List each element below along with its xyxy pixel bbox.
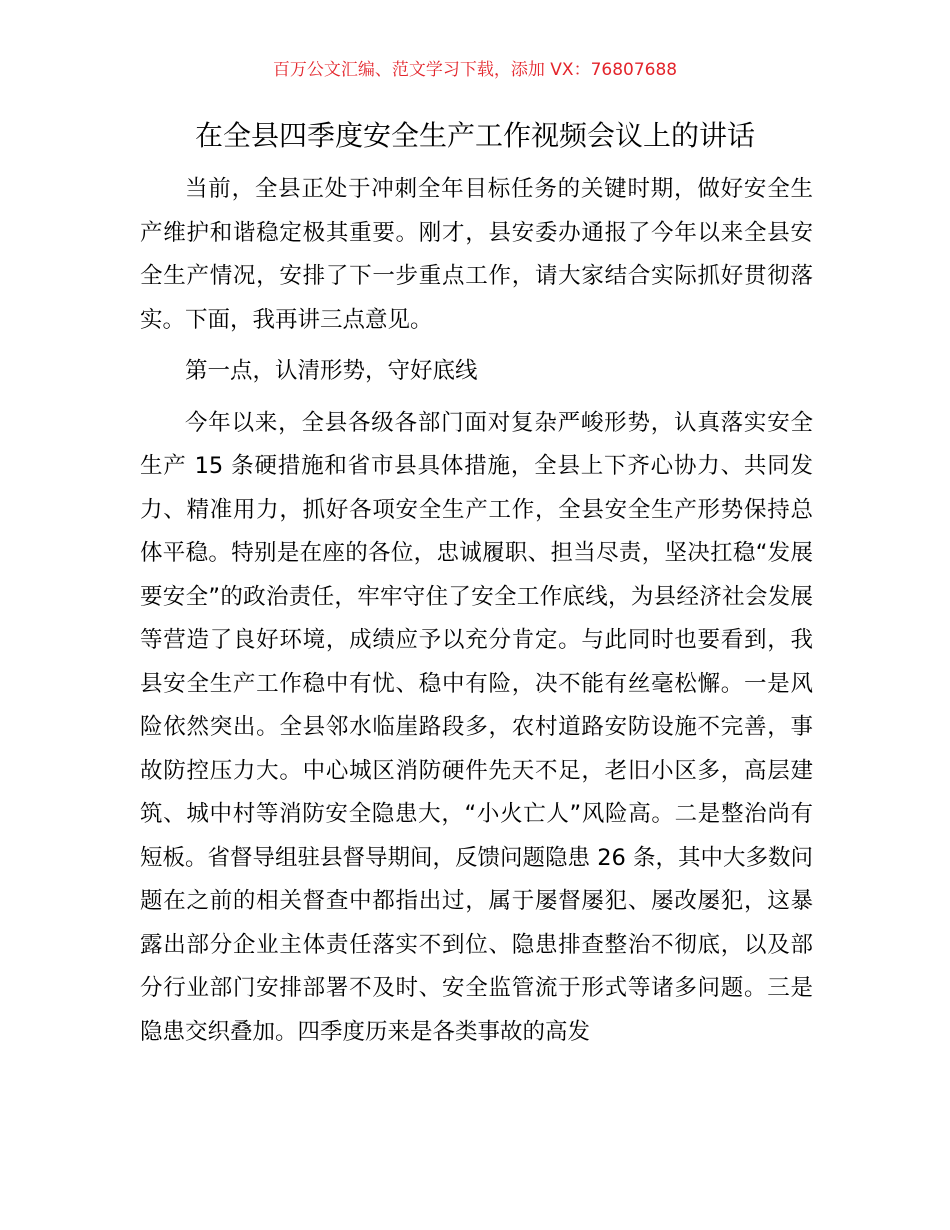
document-body [140, 168, 813, 1062]
watermark-header: 百万公文汇编、范文学习下载，添加 VX：76807688 [272, 60, 678, 80]
body-paragraph: 今年以来，全县各级各部门面对复杂严峻形势，认真落实安全生产 15 条硬措施和省市县具体措施，全县上下齐心协力、共同发力、精准用力，抓好各项安全生产工作，全县安全生产形势保持总体平稳。特别是在座的各位，忠诚履职、担当尽责，坚决扛稳“发展要安全”的政治责任，牢牢守住了安全工作底线，为县经济社会发展等营造了良好环境，成绩应予以充分肯定。与此同时也要看到，我县安全生产工作稳中有忧、稳中有险，决不能有丝毫松懈。一是风险依然突出。全县邻水临崖路段多，农村道路安防设施不完善，事故防控压力大。中心城区消防硬件先天不足，老旧小区多，高层建筑、城中村等消防安全隐患大，“小火亡人”风险高。二是整治尚有短板。省督导组驻县督导期间，反馈问题隐患 26 条，其中大多数问题在之前的相关督查中都指出过，属于屡督屡犯、屡改屡犯，这暴露出部分企业主体责任落实不到位、隐患排查整治不彻底，以及部分行业部门安排部署不及时、安全监管流于形式等诸多问题。三是隐患交织叠加。四季度历来是各类事故的高发 [140, 409, 813, 1045]
document-title: 在全县四季度安全生产工作视频会议上的讲话 [194, 119, 755, 152]
section-heading: 第一点，认清形势，守好底线 [185, 358, 478, 384]
intro-paragraph: 当前，全县正处于冲刺全年目标任务的关键时期，做好安全生产维护和谐稳定极其重要。刚才，县安委办通报了今年以来全县安全生产情况，安排了下一步重点工作，请大家结合实际抓好贯彻落实。下面，我再讲三点意见。 [140, 176, 813, 333]
